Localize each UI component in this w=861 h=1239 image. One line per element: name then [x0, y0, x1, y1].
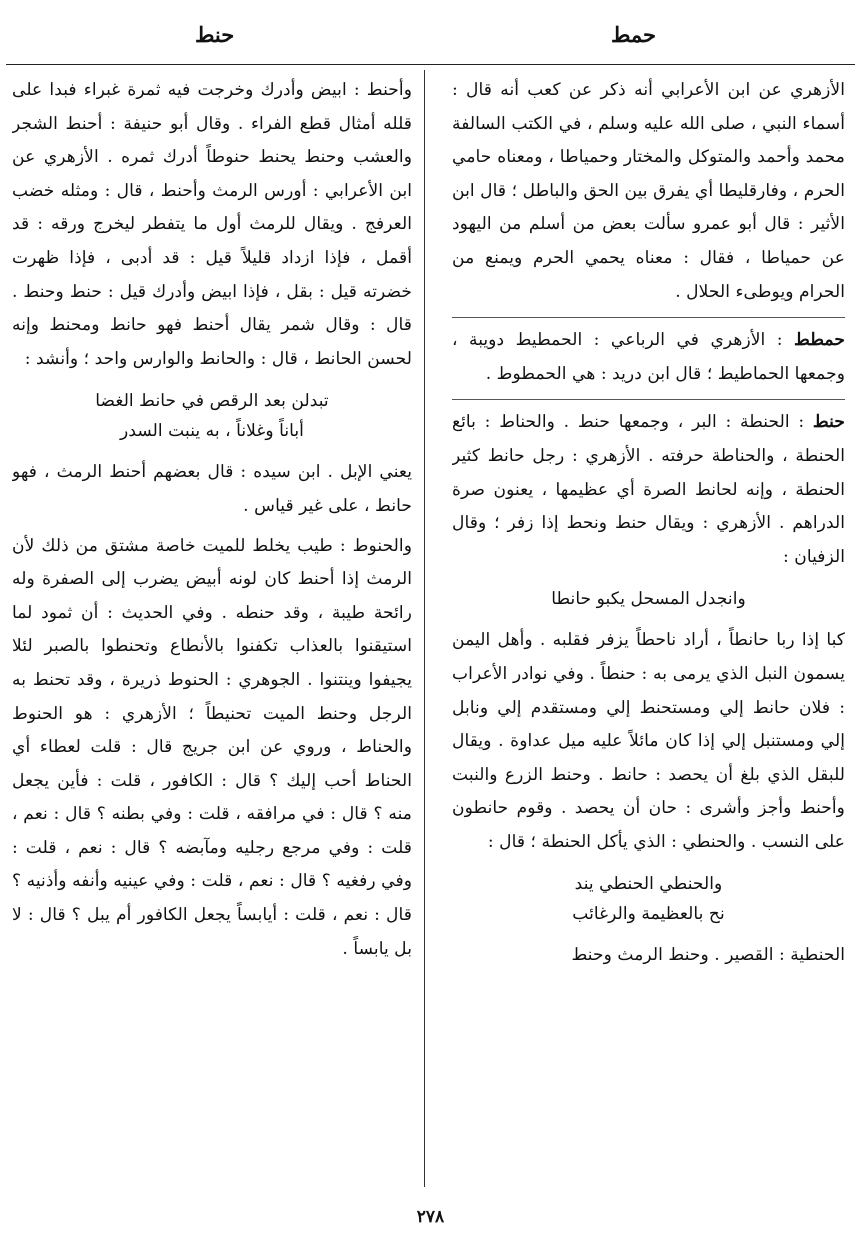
running-head-left: حنط	[195, 22, 235, 47]
entry-hintiya-text: الحنطية : القصير . وحنط الرمث وحنط	[571, 945, 845, 966]
verse-line: وانجدل المسحل يكبو حانطا	[551, 589, 746, 610]
verse-line: أباناً وغلاناً ، به ينبت السدر	[120, 421, 304, 442]
entry-hmtt-text: : الأزهري في الرباعي : الحمطيط دويبة ، وجمعها الحماطيط ؛ قال ابن دريد : هي الحمطوط .	[452, 330, 845, 384]
verse-hinti	[452, 869, 845, 929]
entry-hnt-text: : الحنطة : البر ، وجمعها حنط . والحناط : بائع الحنطة ، والحناطة حرفته . الأزهري : رجل حانط كثير الحنطة ، وإنه لحانط الصرة أي عظيمها ، يعنون صرة الدراهم . الأزهري : ويقال حنط ونحط إذا زفر ؛ وقال الزفيان :	[452, 412, 845, 567]
entry-hmtt	[452, 317, 845, 391]
paragraph-hunut: والحنوط : طيب يخلط للميت خاصة مشتق من ذلك لأن الرمث إذا أحنط كان لونه أبيض يضرب إلى الصفرة وله رائحة طيبة ، وقد حنطه . وفي الحديث : أن ثمود لما استيقنوا بالعذاب تكفنوا بالأنطاع وتحنطوا بالصبر لئلا يجيفوا وينتنوا . الجوهري : الحنوط ذريرة ، وقد تحنط به الرجل وحنط الميت تحنيطاً ؛ الأزهري : هو الحنوط والحناط ، وروي عن ابن جريج قال : قلت لعطاء أي الحناط أحب إليك ؟ قال : الكافور ، قلت : فأين يجعل منه ؟ قال : في مرافقه ، قلت : وفي بطنه ؟ قال : نعم ، قلت : وفي مرجع رجليه ومآبضه ؟ قال : نعم ، قلت : وفي رفغيه ؟ قال : نعم ، قلت : وفي عينيه وأنفه وأذنيه ؟ قال : نعم ، قلت : أيابساً يجعل الكافور أم يبل ؟ قال : لا بل يابساً .	[12, 535, 412, 959]
verse-line: تبدلن بعد الرقص في حانط الغضا	[95, 391, 329, 412]
verse-line: والحنطي الحنطي يند	[574, 874, 723, 895]
headword-hmtt: حمطط	[794, 330, 845, 351]
left-column	[12, 74, 412, 1186]
headword-hnt: حنط	[812, 412, 845, 433]
paragraph-ibn-sidah: يعني الإبل . ابن سيده : قال بعضهم أحنط الرمث ، فهو حانط ، على غير قياس .	[12, 462, 412, 516]
verse-line: نح بالعظيمة والرغائب	[572, 904, 725, 925]
paragraph-ahnat: وأحنط : ابيض وأدرك وخرجت فيه ثمرة غبراء فبدا على قلله أمثال قطع الفراء . وقال أبو حنيفة : أحنط الشجر والعشب وحنط يحنط حنوطاً أدرك ثمره . الأزهري عن ابن الأعرابي : أورس الرمث وأحنط ، قال : ومثله خضب العرفج . ويقال للرمث أول ما يتفطر ليخرج ورقه : قد أقمل ، فإذا ازداد قليلاً قيل : قد أدبى ، فإذا ظهرت خضرته قيل : بقل ، فإذا ابيض وأدرك قيل : حنط وحنط . قال : وقال شمر يقال أحنط فهو حانط ومحنط وإنه لحسن الحانط ، قال : والحانط والوارس واحد ؛ وأنشد :	[12, 80, 412, 369]
entry-hnt	[452, 399, 845, 574]
column-divider	[424, 70, 425, 1187]
entry-hnt-continued: كبا إذا ربا حانطاً ، أراد ناحطاً يزفر فقلبه . وأهل اليمن يسمون النبل الذي يرمى به : حنطاً . وفي نوادر الأعراب : فلان حانط إلي ومستحنط إلي ومستقدم إلي ونابل إلي ومستنبل إلي إذا كان مائلاً عليه ميل عداوة . ويقال للبقل الذي بلغ أن يحصد : حانط . وحنط الزرع والنبت وأحنط وأجز وأشرى : حان أن يحصد . وقوم حانطون على النسب . والحنطي : الذي يأكل الحنطة ؛ قال :	[452, 630, 845, 852]
entry-hmyat-text: الأزهري عن ابن الأعرابي أنه ذكر عن كعب أنه قال : أسماء النبي ، صلى الله عليه وسلم ، في الكتب السالفة محمد وأحمد والمتوكل والمختار وحمياطا ، ومعناه حامي الحرم ، وفارقليطا أي يفرق بين الحق والباطل ؛ قال ابن الأثير : قال أبو عمرو سألت بعض من أسلم من اليهود عن حمياطا ، فقال : معناه يحمي الحرم ويمنع من الحرام ويوطىء الحلال .	[452, 80, 845, 302]
verse-hanit-al-ghada	[12, 386, 412, 446]
page-header	[0, 22, 861, 56]
running-head-right: حمط	[610, 22, 656, 47]
right-column	[452, 74, 845, 1186]
verse-zafayan	[452, 584, 845, 614]
header-rule	[6, 64, 855, 65]
page-number: ٢٧٨	[416, 1207, 445, 1227]
